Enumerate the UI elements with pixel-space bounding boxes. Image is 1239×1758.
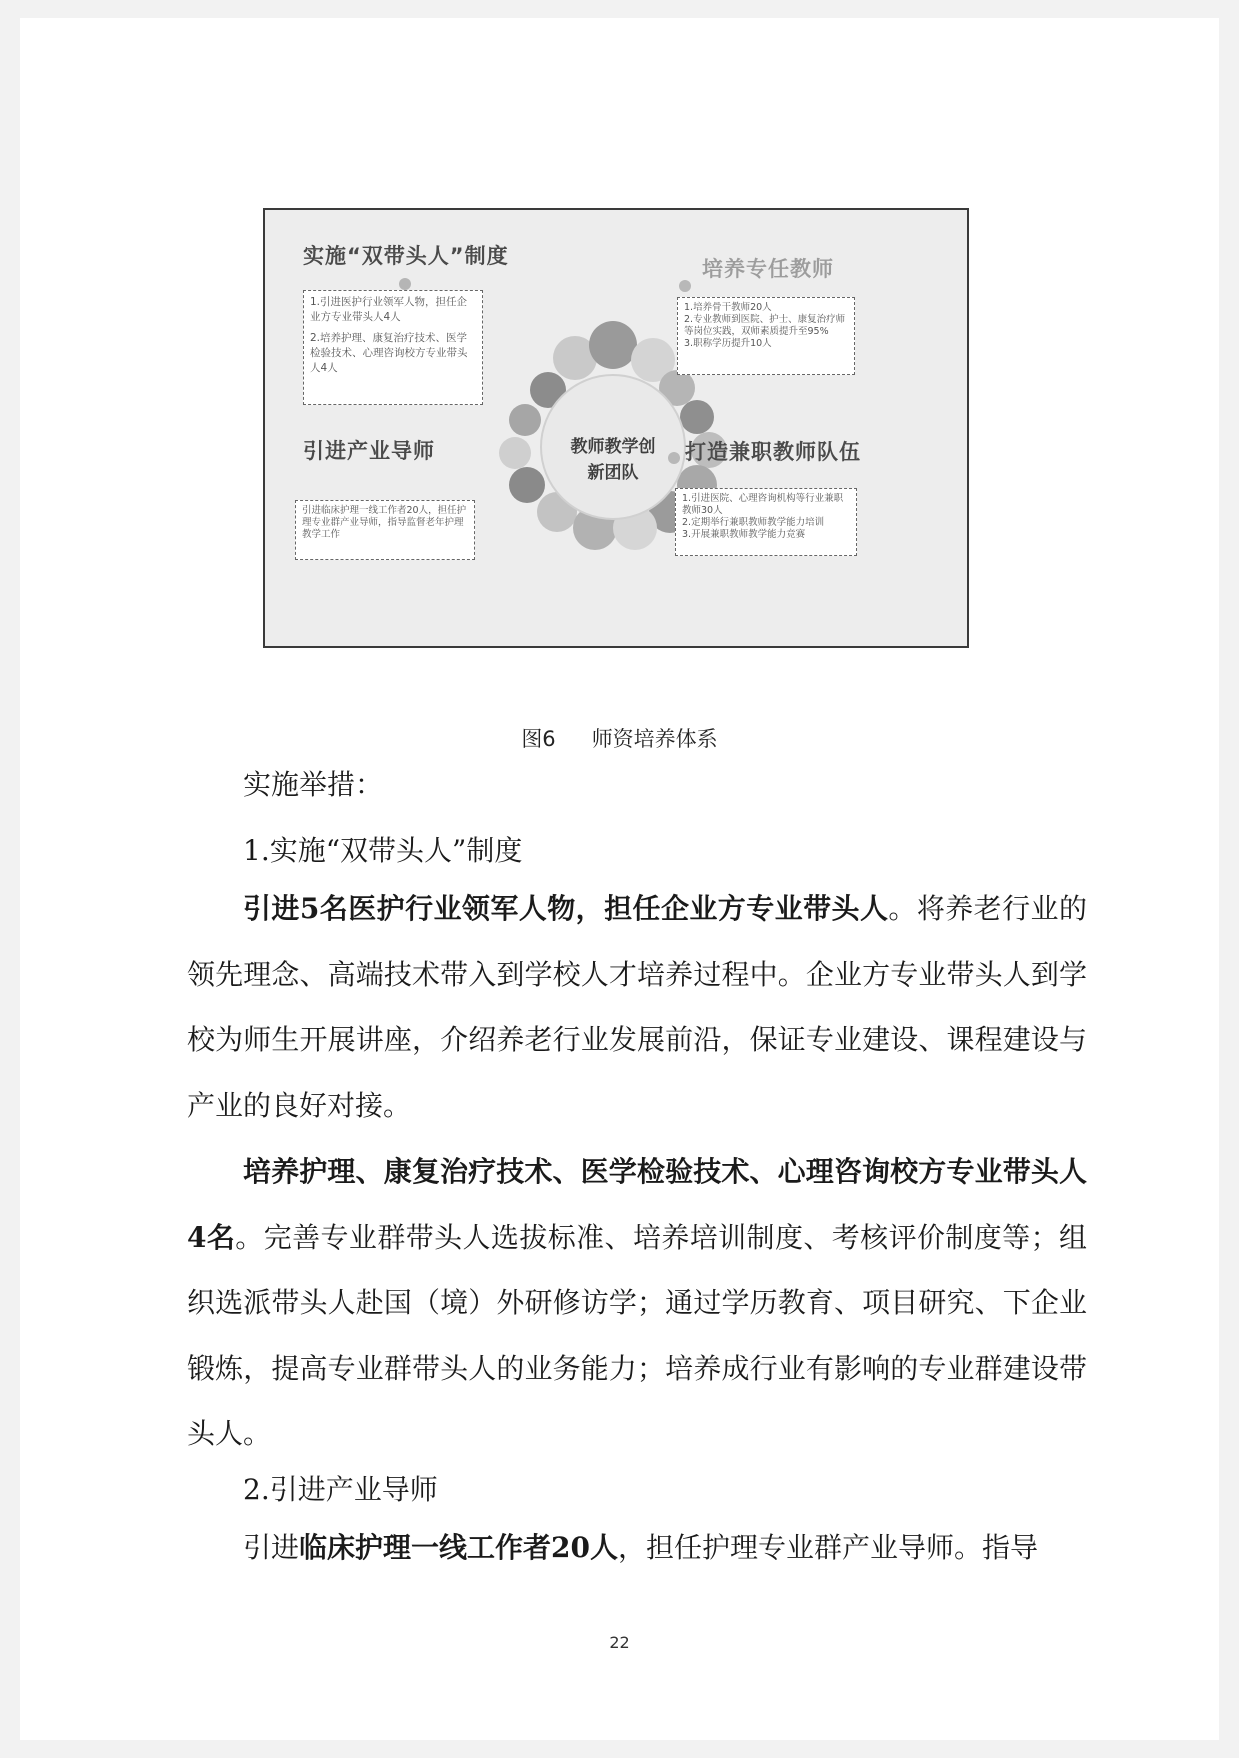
section-heading-1: 1.实施“双带头人”制度 bbox=[243, 834, 523, 867]
paragraph-2-text: 。完善专业群带头人选拔标准、培养培训制度、考核评价制度等；组织选派带头人赴国（境）外研修访学；通过学历教育、项目研究、下企业锻炼，提高专业群带头人的业务能力；培养成行业有影响的专业群建设带头人。 bbox=[187, 1220, 1087, 1450]
list-item: 1.培养骨干教师20人 bbox=[684, 302, 772, 313]
connector-dot bbox=[679, 280, 691, 292]
box-part-time bbox=[675, 488, 857, 556]
paragraph-3-emphasis: 临床护理一线工作者20人 bbox=[299, 1531, 618, 1564]
list-item: 1.引进医护行业领军人物，担任企业方专业带头人4人 bbox=[310, 296, 468, 323]
paragraph-2-emphasis: 培养护理、康复治疗技术、医学检验技术、心理咨询校方专业带头人4名 bbox=[187, 1155, 1087, 1254]
section-title-full-time: 培养专任教师 bbox=[702, 257, 834, 281]
hub-label-line2: 新团队 bbox=[587, 463, 639, 483]
document-page bbox=[20, 18, 1219, 1740]
section-title-part-time: 打造兼职教师队伍 bbox=[685, 440, 861, 464]
paragraph-2 bbox=[187, 1139, 1087, 1467]
list-item: 引进临床护理一线工作者20人，担任护理专业群产业导师，指导监督老年护理教学工作 bbox=[302, 505, 467, 540]
section-heading-2: 2.引进产业导师 bbox=[243, 1473, 438, 1506]
connector-dot bbox=[399, 278, 411, 290]
paragraph-3 bbox=[187, 1515, 1087, 1581]
paragraph-1 bbox=[187, 876, 1087, 1138]
paragraph-3-text: ，担任护理专业群产业导师。指导 bbox=[617, 1531, 1038, 1564]
hub-circle-cluster bbox=[265, 210, 971, 650]
section-title-double-leader: 实施“双带头人”制度 bbox=[303, 244, 509, 268]
box-mentor bbox=[295, 500, 475, 560]
figure-title: 师资培养体系 bbox=[591, 727, 718, 751]
page-number: 22 bbox=[609, 1633, 630, 1652]
list-item: 3.职称学历提升10人 bbox=[684, 338, 772, 349]
list-item: 2.培养护理、康复治疗技术、医学检验技术、心理咨询校方专业带头人4人 bbox=[310, 332, 468, 374]
box-double-leader bbox=[303, 290, 483, 405]
list-item: 2.专业教师到医院、护士、康复治疗师等岗位实践，双师素质提升至95% bbox=[684, 314, 846, 337]
measures-heading: 实施举措： bbox=[243, 768, 384, 801]
paragraph-1-emphasis: 引进5名医护行业领军人物，担任企业方专业带头人 bbox=[243, 892, 889, 925]
connector-dot bbox=[668, 452, 680, 464]
section-title-mentor: 引进产业导师 bbox=[303, 439, 435, 463]
hub-label-line1: 教师教学创 bbox=[570, 437, 656, 457]
list-item: 1.引进医院、心理咨询机构等行业兼职教师30人 bbox=[682, 493, 844, 516]
teacher-training-diagram bbox=[263, 208, 969, 648]
figure-number: 图6 bbox=[521, 727, 556, 751]
paragraph-3-start: 引进 bbox=[243, 1531, 300, 1564]
list-item: 2.定期举行兼职教师教学能力培训 bbox=[682, 517, 825, 528]
paragraph-1-text: 。将养老行业的领先理念、高端技术带入到学校人才培养过程中。企业方专业带头人到学校为师生开展讲座，介绍养老行业发展前沿，保证专业建设、课程建设与产业的良好对接。 bbox=[187, 892, 1087, 1122]
figure-caption bbox=[20, 723, 1219, 753]
box-full-time bbox=[677, 297, 855, 375]
list-item: 3.开展兼职教师教学能力竞赛 bbox=[682, 529, 806, 540]
